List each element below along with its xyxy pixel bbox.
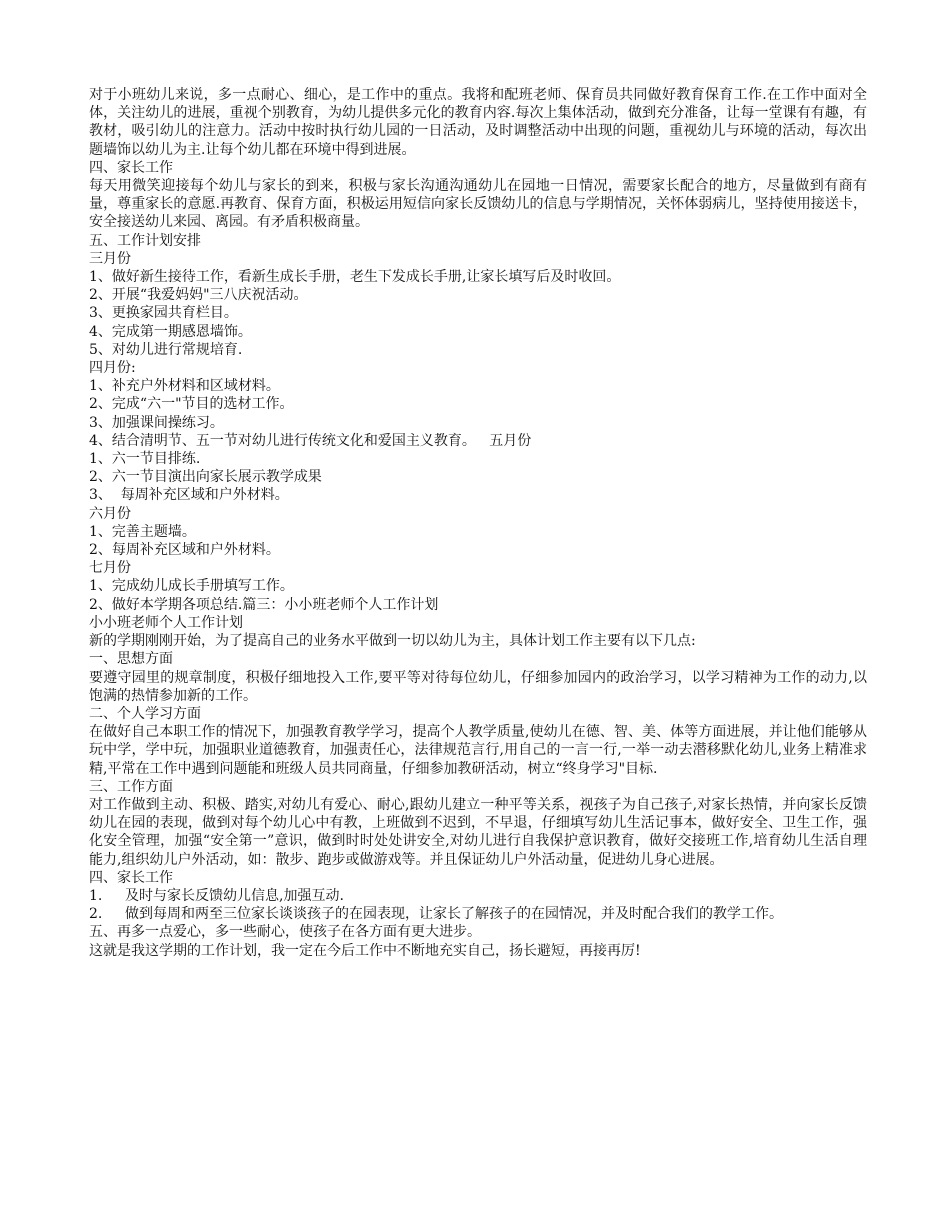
- list-item: 1、六一节目排练.: [89, 451, 201, 468]
- closing-paragraph: 这就是我这学期的工作计划，我一定在今后工作中不断地充实自己，扬长避短，再接再厉!: [89, 942, 641, 959]
- list-item: 1、完成幼儿成长手册填写工作。: [89, 578, 294, 595]
- parents-paragraph: 每天用微笑迎接每个幼儿与家长的到来，积极与家长沟通沟通幼儿在园地一日情况，需要家长配合的地方，尽量做到有商有量，尊重家长的意愿.再教育、保育方面，积极运用短信向家长反馈幼儿的信息与学期情况，关怀体弱病儿，坚持使用接送卡，安全接送幼儿来园、离园。有矛盾积极商量。: [89, 178, 867, 231]
- month-march-title: 三月份: [89, 250, 131, 267]
- thought-paragraph: 要遵守园里的规章制度，积极仔细地投入工作,要平等对待每位幼儿，仔细参加园内的政治学习，以学习精神为工作的动力,以饱满的热情参加新的工作。: [89, 669, 867, 704]
- month-april-title: 四月份:: [89, 360, 136, 377]
- study-paragraph: 在做好自己本职工作的情况下，加强教育教学学习，提高个人教学质量,使幼儿在德、智、美、体等方面进展，并让他们能够从玩中学，学中玩，加强职业道德教育，加强责任心，法律规范言行,用自己的一言一行,一举一动去潜移默化幼儿,业务上精准求精,平常在工作中遇到问题能和班级人员共同商量，仔细参加教研活动，树立“终身学习"目标.: [89, 724, 867, 777]
- heading-parents-work: 四、家长工作: [89, 159, 173, 176]
- month-july-title: 七月份: [89, 560, 131, 577]
- item-text: 及时与家长反馈幼儿信息,加强互动.: [125, 887, 344, 904]
- list-item: 2、做好本学期各项总结.篇三：小小班老师个人工作计划: [89, 596, 439, 613]
- list-item: 2、每周补充区域和户外材料。: [89, 542, 280, 559]
- heading-love: 五、再多一点爱心，多一些耐心，使孩子在各方面有更大进步。: [89, 924, 481, 941]
- list-item: 3、 每周补充区域和户外材料。: [89, 487, 289, 504]
- month-june-title: 六月份: [89, 505, 131, 522]
- list-item: 3、加强课间操练习。: [89, 414, 224, 431]
- list-item: 1、完善主题墙。: [89, 523, 196, 540]
- section-title: 小小班老师个人工作计划: [89, 614, 243, 631]
- list-item: 1、做好新生接待工作，看新生成长手册，老生下发成长手册,让家长填写后及时收回。: [89, 269, 621, 286]
- heading-study: 二、个人学习方面: [89, 705, 201, 722]
- list-item: 2、开展“我爱妈妈"三八庆祝活动。: [89, 287, 308, 304]
- list-item: 4、完成第一期感恩墙饰。: [89, 323, 252, 340]
- item-text: 做到每周和两至三位家长谈谈孩子的在园表现，让家长了解孩子的在园情况，并及时配合我们的教学工作。: [125, 906, 783, 923]
- item-number: 1.: [89, 887, 103, 904]
- list-item: 2、完成“六一"节目的选材工作。: [89, 396, 294, 413]
- list-item: 2、六一节目演出向家长展示教学成果: [89, 469, 322, 486]
- list-item: 1、补充户外材料和区域材料。: [89, 378, 280, 395]
- item-number: 2.: [89, 906, 103, 923]
- numbered-item: [89, 887, 867, 905]
- heading-parents-work-2: 四、家长工作: [89, 869, 173, 886]
- heading-schedule: 五、工作计划安排: [89, 232, 201, 249]
- work-paragraph: 对工作做到主动、积极、踏实,对幼儿有爱心、耐心,跟幼儿建立一种平等关系，视孩子为自己孩子,对家长热情，并向家长反馈幼儿在园的表现，做到对每个幼儿心中有教，上班做到不迟到，不早退，仔细填写幼儿生活记事本，做好安全、卫生工作，强化安全管理，加强“安全第一”意识，做到时时处处讲安全,对幼儿进行自我保护意识教育，做好交接班工作,培育幼儿生活自理能力,组织幼儿户外活动，如：散步、跑步或做游戏等。并且保证幼儿户外活动量，促进幼儿身心进展。: [89, 796, 867, 868]
- list-item: 5、对幼儿进行常规培育.: [89, 341, 243, 358]
- list-item: 3、更换家园共育栏目。: [89, 305, 238, 322]
- list-item: 4、结合清明节、五一节对幼儿进行传统文化和爱国主义教育。 五月份: [89, 432, 532, 449]
- numbered-item: [89, 905, 867, 923]
- heading-thought: 一、思想方面: [89, 651, 173, 668]
- heading-work: 三、工作方面: [89, 778, 173, 795]
- intro-paragraph: 对于小班幼儿来说，多一点耐心、细心，是工作中的重点。我将和配班老师、保育员共同做好教育保育工作.在工作中面对全体，关注幼儿的进展，重视个别教育，为幼儿提供多元化的教育内容.每次上集体活动，做到充分准备，让每一堂课有有趣，有教材，吸引幼儿的注意力。活动中按时执行幼儿园的一日活动，及时调整活动中出现的问题，重视幼儿与环境的活动，每次出题墙饰以幼儿为主.让每个幼儿都在环境中得到进展。: [89, 87, 867, 158]
- document-body: [89, 86, 867, 960]
- opening-paragraph: 新的学期刚刚开始，为了提高自己的业务水平做到一切以幼儿为主，具体计划工作主要有以下几点:: [89, 633, 696, 650]
